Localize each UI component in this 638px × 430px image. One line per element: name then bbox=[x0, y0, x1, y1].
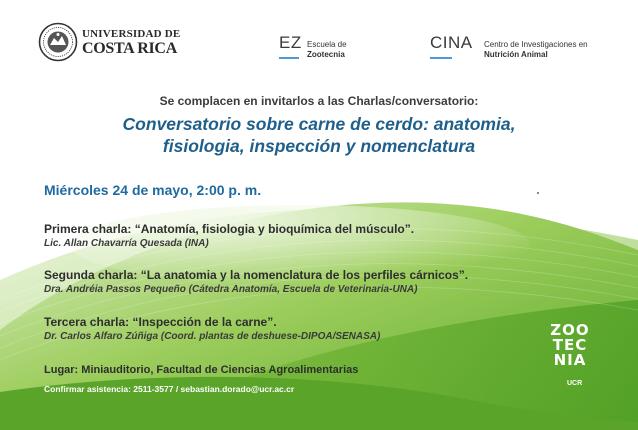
cina-logo-underline bbox=[430, 57, 452, 59]
ez-logo-name bbox=[307, 40, 347, 60]
cina-logo-name bbox=[484, 40, 588, 60]
talk-3-speaker: Dr. Carlos Alfaro Zúñiga (Coord. plantas de deshuese-DIPOA/SENASA) bbox=[44, 331, 381, 342]
event-title-line2: fisiologia, inspección y nomenclatura bbox=[162, 136, 476, 156]
talk-3-title: Tercera charla: “Inspección de la carne”. bbox=[44, 315, 277, 329]
zootecnia-logo bbox=[544, 323, 596, 368]
event-place: Lugar: Miniauditorio, Facultad de Ciencias Agroalimentarias bbox=[44, 364, 359, 376]
zoo-logo-ucr: UCR bbox=[567, 380, 583, 387]
event-title bbox=[0, 113, 638, 157]
ucr-name-line2: COSTA RICA bbox=[82, 40, 177, 57]
cina-logo-abbr: CINA bbox=[430, 33, 473, 52]
invitation-line: Se complacen en invitarlos a las Charlas/conversatorio: bbox=[159, 94, 479, 108]
zoo-logo-line3: NIA bbox=[553, 351, 587, 369]
ez-name-line2: Zootecnia bbox=[307, 50, 345, 59]
talk-1-speaker: Lic. Allan Chavarría Quesada (INA) bbox=[44, 238, 209, 249]
event-title-line1: Conversatorio sobre carne de cerdo: anatomia, bbox=[122, 114, 516, 134]
ucr-logo-text bbox=[82, 28, 180, 58]
cina-name-line2: Nutrición Animal bbox=[484, 50, 548, 59]
ez-name-line1: Escuela de bbox=[307, 40, 347, 49]
decorative-dot bbox=[537, 192, 539, 194]
zoo-logo-line1: ZOO bbox=[550, 321, 590, 339]
rsvp-contact: Confirmar asistencia: 2511-3577 / sebastian.dorado@ucr.ac.cr bbox=[44, 384, 295, 394]
cina-name-line1: Centro de Investigaciones en bbox=[484, 40, 588, 49]
talk-2-title: Segunda charla: “La anatomia y la nomenclatura de los perfiles cárnicos”. bbox=[44, 268, 469, 282]
ucr-seal-icon bbox=[38, 22, 78, 62]
ez-logo-underline bbox=[279, 57, 299, 59]
talk-2-speaker: Dra. Andréia Passos Pequeño (Cátedra Anatomía, Escuela de Veterinaria-UNA) bbox=[44, 284, 418, 295]
ucr-name-line1: UNIVERSIDAD DE bbox=[82, 28, 181, 40]
ez-logo-abbr: EZ bbox=[279, 33, 302, 52]
event-date: Miércoles 24 de mayo, 2:00 p. m. bbox=[44, 182, 262, 198]
talk-1-title: Primera charla: “Anatomía, fisiologia y bioquímica del músculo”. bbox=[44, 222, 415, 236]
zoo-logo-line2: TEC bbox=[552, 336, 588, 354]
